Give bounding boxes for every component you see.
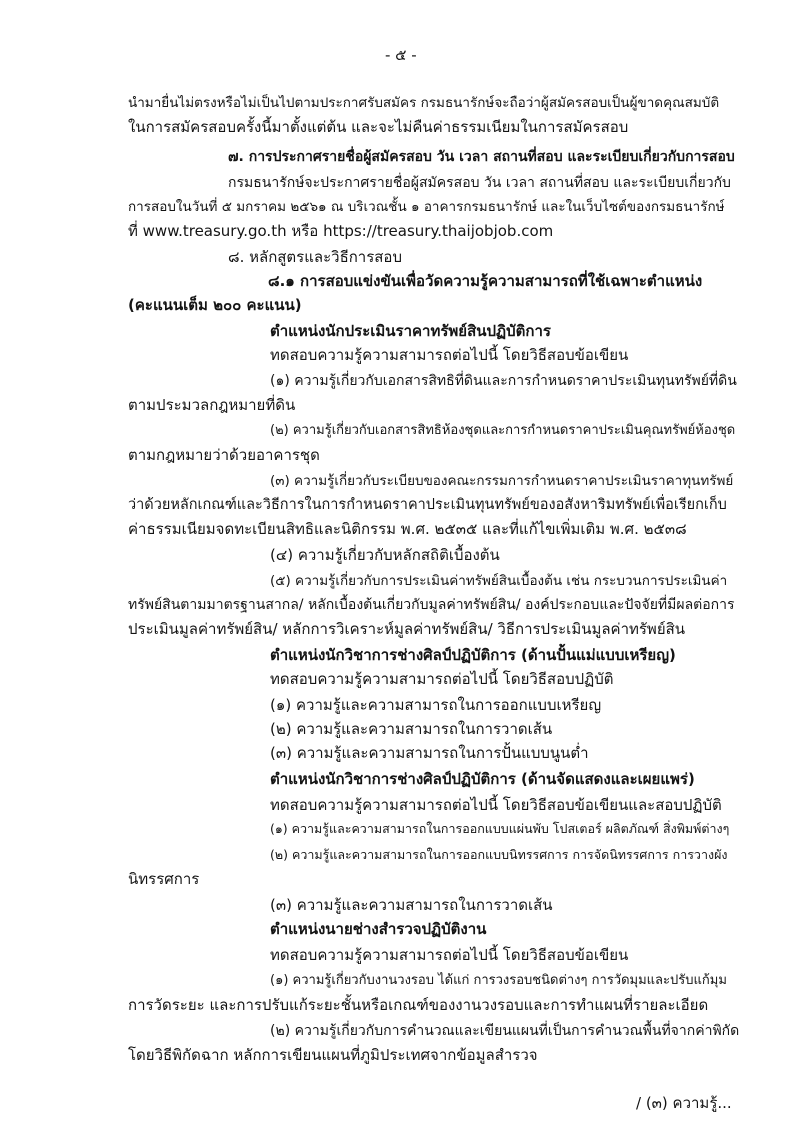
- position-1-item-3-line-3: ค่าธรรมเนียมจดทะเบียนสิทธิและนิติกรรม พ.ศ. ๒๕๓๕ และที่แก้ไขเพิ่มเติม พ.ศ. ๒๕๓๘: [128, 520, 687, 538]
- position-3-item-1: (๑) ความรู้และความสามารถในการออกแบบแผ่นพับ โปสเตอร์ ผลิตภัณฑ์ สิ่งพิมพ์ต่างๆ: [270, 821, 730, 836]
- page-number: - ๕ -: [385, 46, 417, 64]
- continuation-marker: / (๓) ความรู้...: [636, 1094, 732, 1112]
- position-1-item-2-line-2: ตามกฎหมายว่าด้วยอาคารชุด: [128, 446, 320, 464]
- section-8-heading: ๘. หลักสูตรและวิธีการสอบ: [228, 248, 402, 266]
- position-4-item-1-line-2: การวัดระยะ และการปรับแก้ระยะชั้นหรือเกณฑ์ของงานวงรอบและการทำแผนที่รายละเอียด: [128, 996, 709, 1014]
- position-1-item-3-line-2: ว่าด้วยหลักเกณฑ์และวิธีการในการกำหนดราคาประเมินทุนทรัพย์ของอสังหาริมทรัพย์เพื่อเรียกเก็บ: [128, 497, 727, 513]
- position-1-item-2-line-1: (๒) ความรู้เกี่ยวกับเอกสารสิทธิห้องชุดและการกำหนดราคาประเมินคุณทรัพย์ห้องชุด: [270, 423, 736, 438]
- section-7-line-1: กรมธนารักษ์จะประกาศรายชื่อผู้สมัครสอบ วัน เวลา สถานที่สอบ และระเบียบเกี่ยวกับ: [228, 175, 731, 191]
- position-3-item-3: (๓) ความรู้และความสามารถในการวาดเส้น: [270, 896, 553, 914]
- position-4-method: ทดสอบความรู้ความสามารถต่อไปนี้ โดยวิธีสอบข้อเขียน: [270, 946, 629, 964]
- position-2-method: ทดสอบความรู้ความสามารถต่อไปนี้ โดยวิธีสอบปฏิบัติ: [270, 670, 614, 688]
- position-1-item-3-line-1: (๓) ความรู้เกี่ยวกับระเบียบของคณะกรรมการกำหนดราคาประเมินราคาทุนทรัพย์: [270, 473, 734, 489]
- position-1-item-1-line-1: (๑) ความรู้เกี่ยวกับเอกสารสิทธิที่ดินและการกำหนดราคาประเมินทุนทรัพย์ที่ดิน: [270, 373, 737, 389]
- intro-line-1: นำมายื่นไม่ตรงหรือไม่เป็นไปตามประกาศรับสมัคร กรมธนารักษ์จะถือว่าผู้สมัครสอบเป็นผู้ขาดคุณสมบัติ: [128, 95, 720, 111]
- position-3-item-2-line-1: (๒) ความรู้และความสามารถในการออกแบบนิทรรศการ การจัดนิทรรศการ การวางผัง: [270, 847, 728, 862]
- position-3-item-2-line-2: นิทรรศการ: [128, 870, 200, 888]
- section-8-1-score: (คะแนนเต็ม ๒๐๐ คะแนน): [128, 296, 302, 314]
- position-3-method: ทดสอบความรู้ความสามารถต่อไปนี้ โดยวิธีสอบข้อเขียนและสอบปฏิบัติ: [270, 796, 722, 814]
- position-2-title: ตำแหน่งนักวิชาการช่างศิลป์ปฏิบัติการ (ด้านปั้นแม่แบบเหรียญ): [270, 646, 676, 664]
- position-4-item-2-line-2: โดยวิธีพิกัดฉาก หลักการเขียนแผนที่ภูมิประเทศจากข้อมูลสำรวจ: [128, 1046, 538, 1064]
- position-3-title: ตำแหน่งนักวิชาการช่างศิลป์ปฏิบัติการ (ด้านจัดแสดงและเผยแพร่): [270, 770, 695, 788]
- position-1-item-1-line-2: ตามประมวลกฎหมายที่ดิน: [128, 396, 296, 414]
- section-7-line-3: ที่ www.treasury.go.th หรือ https://treasury.thaijobjob.com: [128, 222, 554, 240]
- position-1-title: ตำแหน่งนักประเมินราคาทรัพย์สินปฏิบัติการ: [270, 322, 551, 340]
- position-2-item-3: (๓) ความรู้และความสามารถในการปั้นแบบนูนต่ำ: [270, 744, 589, 762]
- intro-line-2: ในการสมัครสอบครั้งนี้มาตั้งแต่ต้น และจะไม่คืนค่าธรรมเนียมในการสมัครสอบ: [128, 118, 629, 136]
- section-7-line-2: การสอบในวันที่ ๕ มกราคม ๒๕๖๑ ณ บริเวณชั้น ๑ อาคารกรมธนารักษ์ และในเว็บไซต์ของกรมธนารักษ์: [128, 199, 725, 215]
- section-7-heading: ๗. การประกาศรายชื่อผู้สมัครสอบ วัน เวลา สถานที่สอบ และระเบียบเกี่ยวกับการสอบ: [228, 149, 735, 165]
- position-2-item-2: (๒) ความรู้และความสามารถในการวาดเส้น: [270, 720, 553, 738]
- position-1-item-5-line-1: (๕) ความรู้เกี่ยวกับการประเมินค่าทรัพย์สินเบื้องต้น เช่น กระบวนการประเมินค่า: [270, 573, 728, 589]
- position-4-title: ตำแหน่งนายช่างสำรวจปฏิบัติงาน: [270, 920, 487, 938]
- position-4-item-1-line-1: (๑) ความรู้เกี่ยวกับงานวงรอบ ได้แก่ การวงรอบชนิดต่างๆ การวัดมุมและปรับแก้มุม: [270, 973, 727, 988]
- position-1-method: ทดสอบความรู้ความสามารถต่อไปนี้ โดยวิธีสอบข้อเขียน: [270, 346, 629, 364]
- position-1-item-5-line-2: ทรัพย์สินตามมาตรฐานสากล/ หลักเบื้องต้นเกี่ยวกับมูลค่าทรัพย์สิน/ องค์ประกอบและปัจจัยที่มีผลต่อการ: [128, 597, 735, 613]
- position-1-item-4-line-1: (๔) ความรู้เกี่ยวกับหลักสถิติเบื้องต้น: [270, 546, 500, 564]
- position-1-item-5-line-3: ประเมินมูลค่าทรัพย์สิน/ หลักการวิเคราะห์มูลค่าทรัพย์สิน/ วิธีการประเมินมูลค่าทรัพย์สิน: [128, 620, 686, 638]
- section-8-1-heading: ๘.๑ การสอบแข่งขันเพื่อวัดความรู้ความสามารถที่ใช้เฉพาะตำแหน่ง: [268, 272, 703, 290]
- position-2-item-1: (๑) ความรู้และความสามารถในการออกแบบเหรียญ: [270, 696, 602, 714]
- position-4-item-2-line-1: (๒) ความรู้เกี่ยวกับการคำนวณและเขียนแผนที่เป็นการคำนวณพื้นที่จากค่าพิกัด: [270, 1023, 740, 1039]
